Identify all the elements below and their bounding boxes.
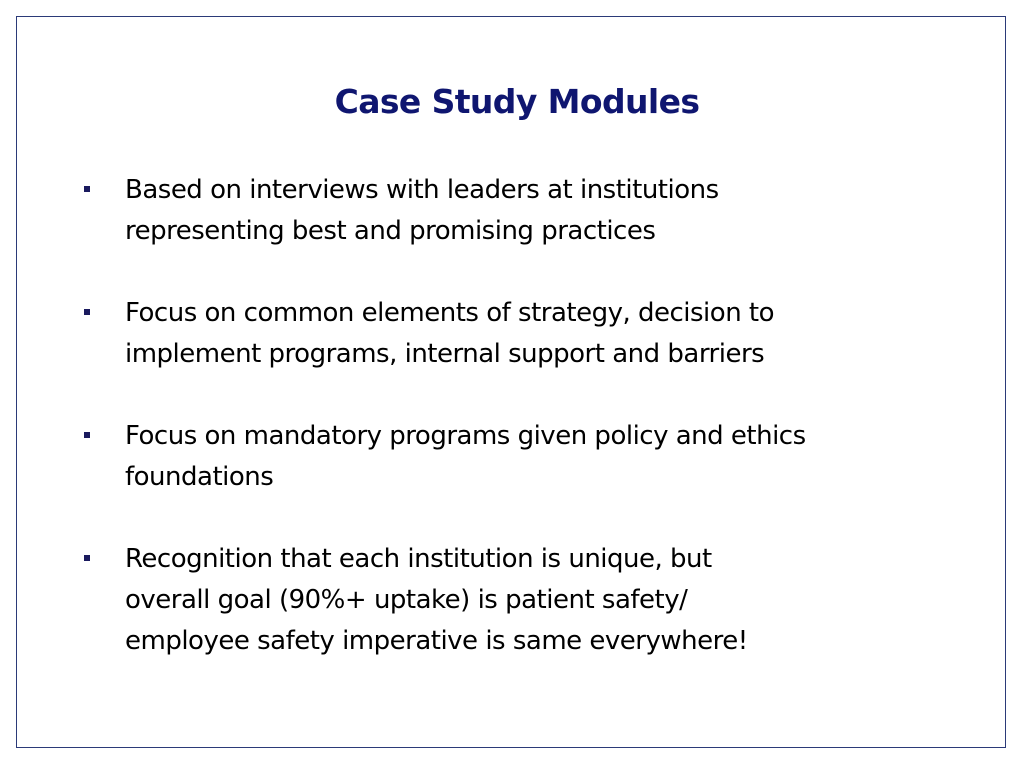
bullet-text bbox=[125, 416, 964, 498]
bullet-line: Focus on mandatory programs given policy and ethics bbox=[125, 421, 806, 451]
bullet-line: implement programs, internal support and barriers bbox=[125, 339, 765, 369]
bullet-item bbox=[84, 416, 964, 498]
bullet-line: representing best and promising practices bbox=[125, 216, 656, 246]
square-bullet-icon bbox=[84, 432, 90, 438]
bullet-line: overall goal (90%+ uptake) is patient safety/ bbox=[125, 585, 688, 615]
bullet-text bbox=[125, 539, 964, 662]
slide-title: Case Study Modules bbox=[334, 82, 700, 121]
bullet-text bbox=[125, 170, 964, 252]
bullet-item bbox=[84, 170, 964, 252]
bullet-line: Recognition that each institution is unique, but bbox=[125, 544, 712, 574]
bullet-text bbox=[125, 293, 964, 375]
bullet-list bbox=[84, 170, 964, 703]
bullet-line: Focus on common elements of strategy, decision to bbox=[125, 298, 775, 328]
bullet-item bbox=[84, 293, 964, 375]
bullet-line: employee safety imperative is same everywhere! bbox=[125, 626, 748, 656]
bullet-item bbox=[84, 539, 964, 662]
square-bullet-icon bbox=[84, 186, 90, 192]
square-bullet-icon bbox=[84, 555, 90, 561]
bullet-line: foundations bbox=[125, 462, 274, 492]
square-bullet-icon bbox=[84, 309, 90, 315]
bullet-line: Based on interviews with leaders at institutions bbox=[125, 175, 719, 205]
